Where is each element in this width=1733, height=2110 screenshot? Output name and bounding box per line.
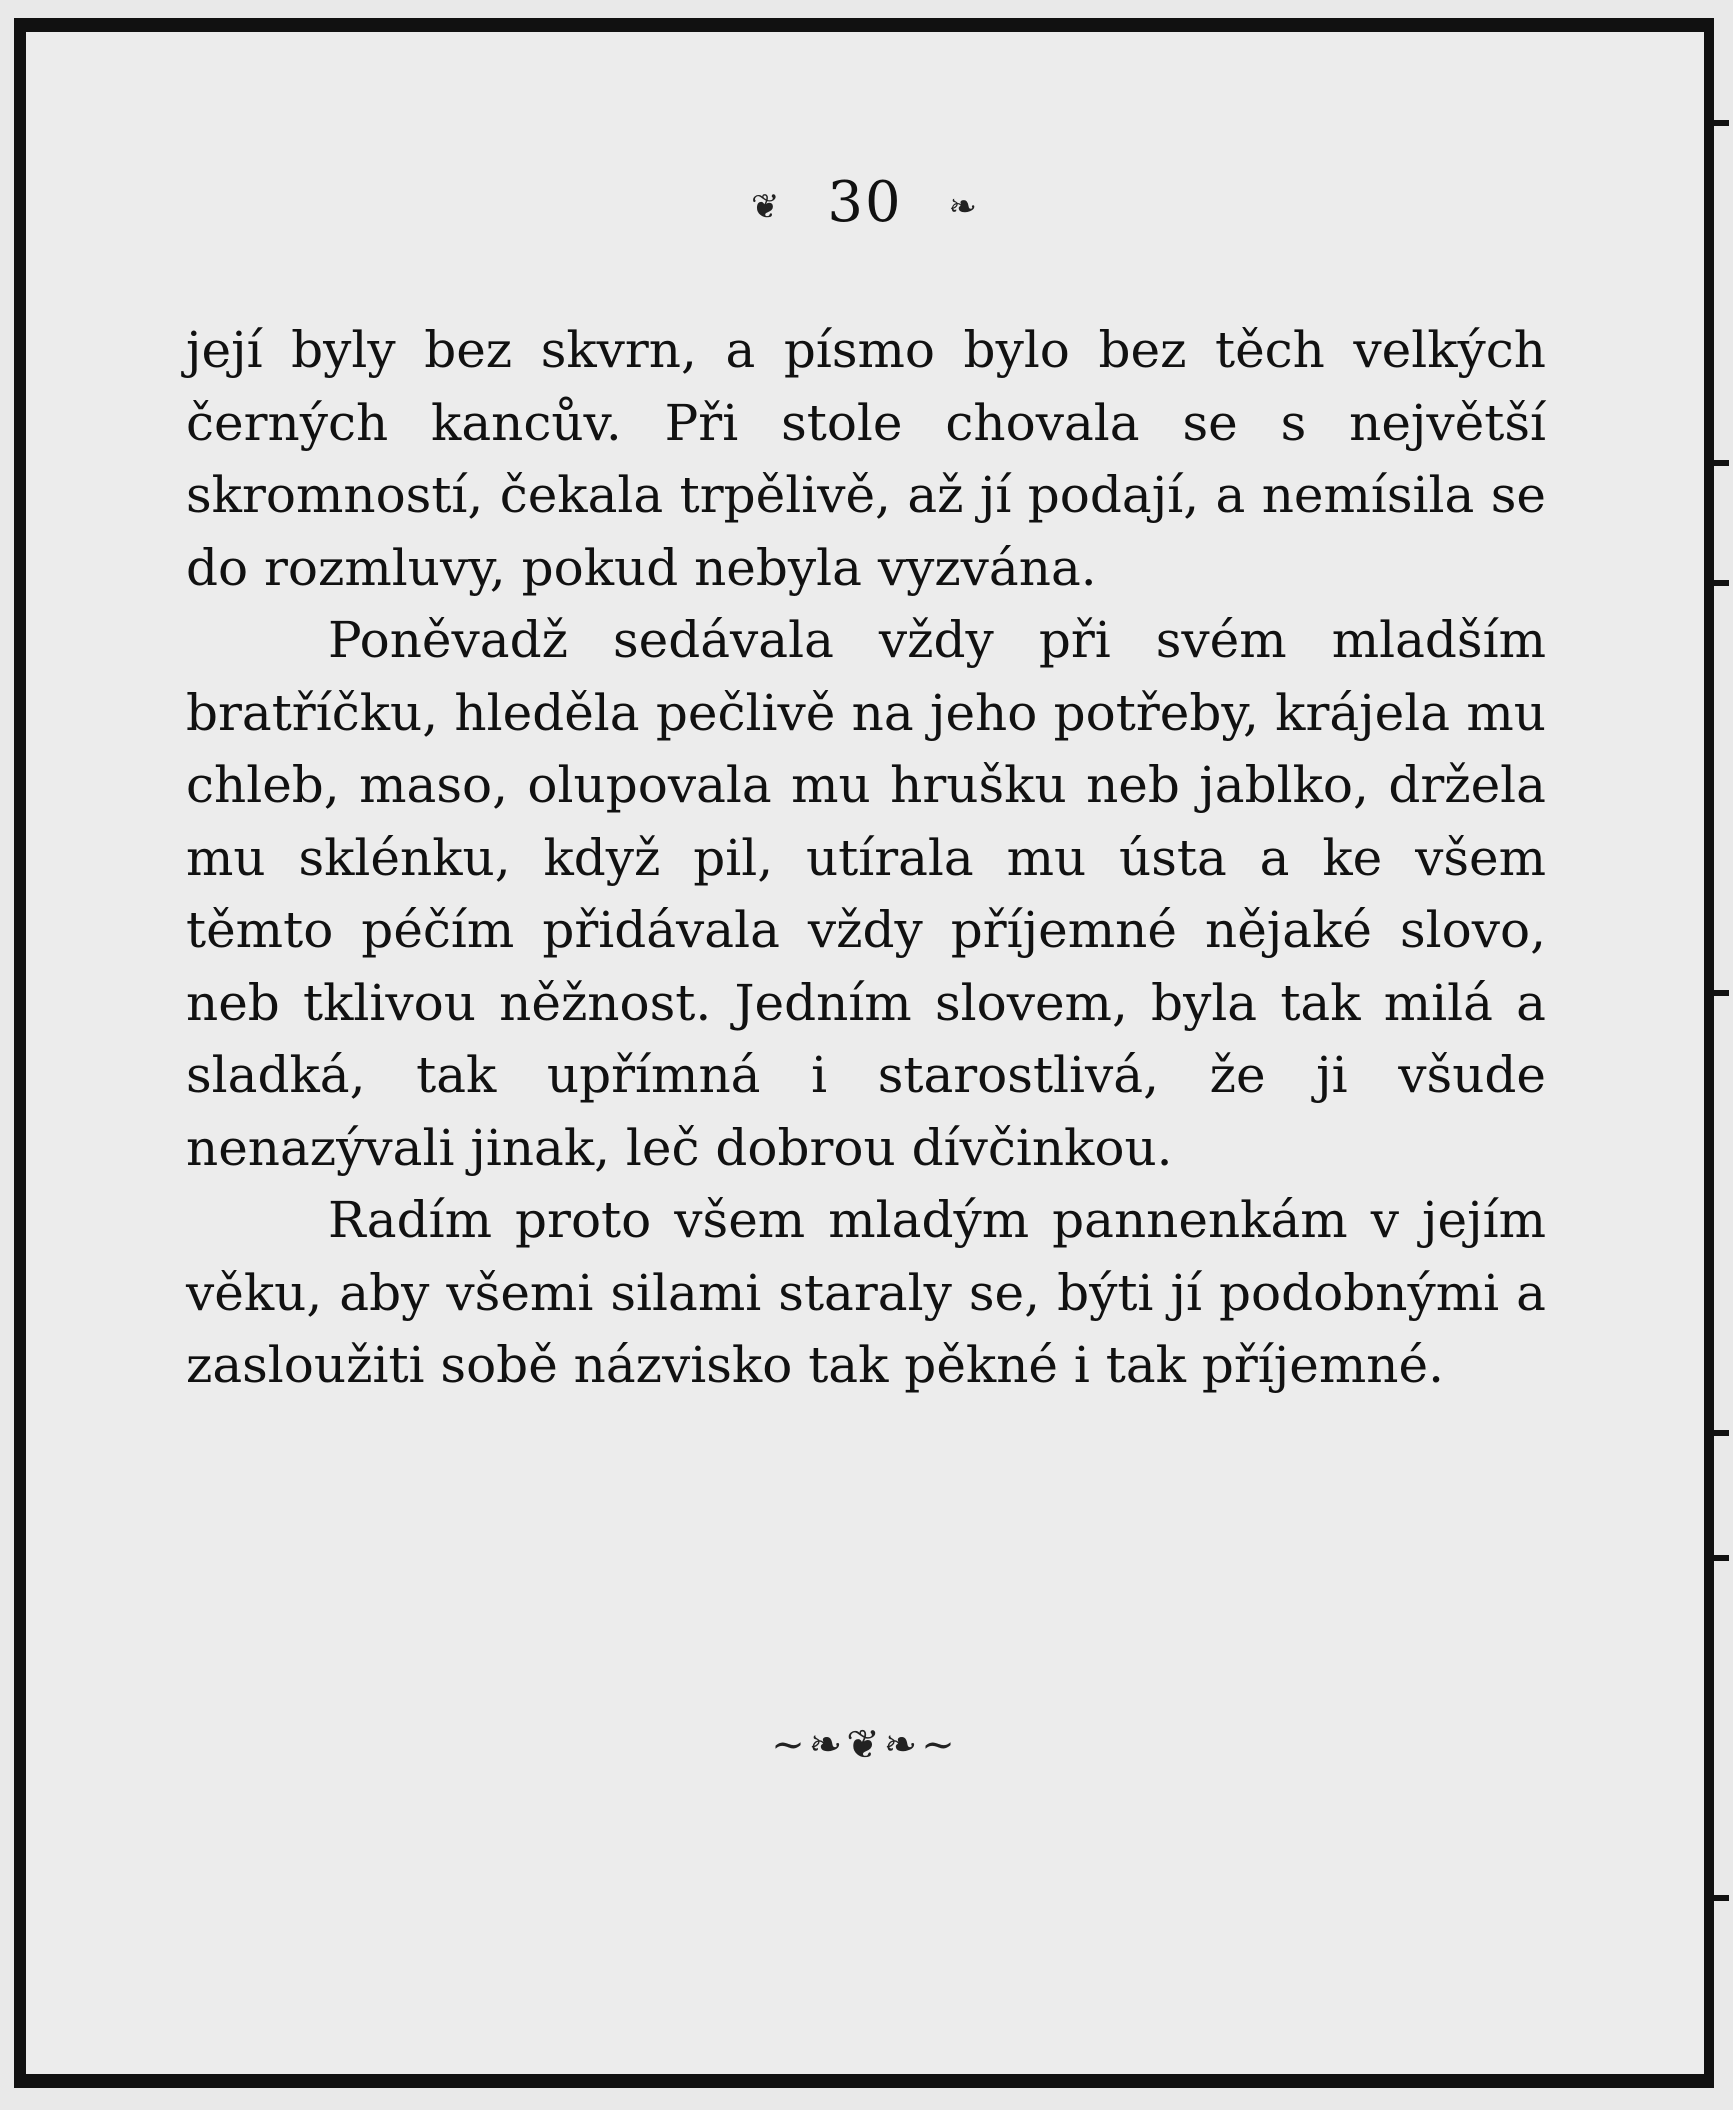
binding-mark [1707,460,1729,466]
left-ornament-icon: ❦ [751,186,782,227]
page-number: 30 [827,170,903,235]
binding-mark [1707,1430,1729,1436]
right-ornament-icon: ❧ [948,186,979,227]
paragraph-1: její byly bez skvrn, a písmo bylo bez těch velkých černých kancův. Při stole chovala se s největší skromností, čekala trpělivě, až jí podají, a nemísila se do rozmluvy, pokud nebyla vyzvána. [186,321,1546,597]
binding-mark [1707,1895,1729,1901]
binding-mark [1707,990,1729,996]
book-page [14,18,1714,2088]
page-body [186,314,1546,1402]
footer-ornament-icon: ~❧❦❧~ [771,1722,959,1768]
binding-mark [1707,1555,1729,1561]
binding-mark [1707,580,1729,586]
paragraph-2: Poněvadž sedávala vždy při svém mladším bratříčku, hleděla pečlivě na jeho potřeby, krájela mu chleb, maso, olupovala mu hrušku neb jablko, držela mu sklénku, když pil, utírala mu ústa a ke všem těmto péčím přidávala vždy příjemné nějaké slovo, neb tklivou něžnost. Jedním slovem, byla tak milá a sladká, tak upřímná i starostlivá, že ji všude nenazývali jinak, leč dobrou dívčinkou. [186,611,1546,1177]
binding-mark [1707,120,1729,126]
page-header [26,170,1704,235]
paragraph-3: Radím proto všem mladým pannenkám v jejím věku, aby všemi silami staraly se, býti jí podobnými a zasloužiti sobě názvisko tak pěkné i tak příjemné. [186,1191,1546,1394]
